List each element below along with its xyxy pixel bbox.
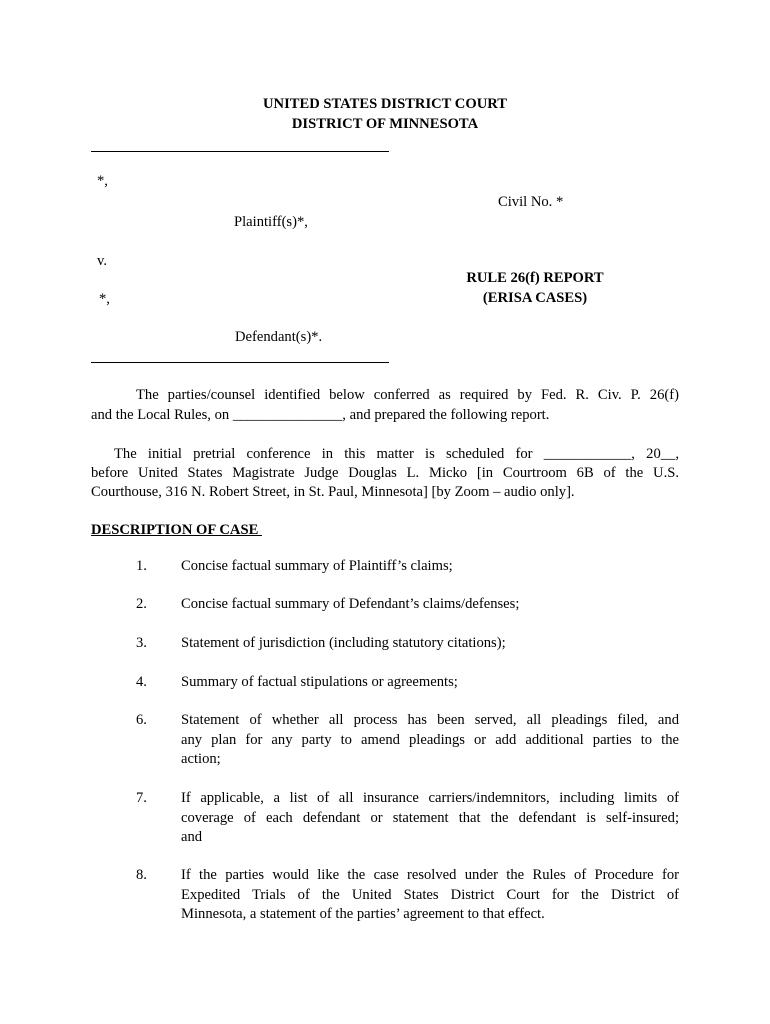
item-number: 6. [136, 712, 147, 728]
item-text: Concise factual summary of Plaintiff’s claims; [181, 558, 453, 574]
conference-line: The initial pretrial conference in this matter is scheduled for ____________, 20__, [114, 446, 679, 462]
item-number: 8. [136, 867, 147, 883]
caption-bottom-rule [91, 362, 389, 363]
item-number: 1. [136, 558, 147, 574]
caption-top-rule [91, 151, 389, 152]
intro-line: The parties/counsel identified below conferred as required by Fed. R. Civ. P. 26(f) [136, 387, 679, 403]
report-title [430, 268, 640, 308]
item-number: 3. [136, 635, 147, 651]
item-text: If the parties would like the case resolved under the Rules of Procedure for Expedited Trials of the United States District Court for the District of Minnesota, a statement of the parties’ agreement to that effect. [181, 867, 679, 922]
item-number: 7. [136, 790, 147, 806]
item-text: Statement of jurisdiction (including statutory citations); [181, 635, 506, 651]
item-text: Summary of factual stipulations or agreements; [181, 674, 458, 690]
court-title [0, 94, 770, 134]
conference-paragraph [91, 445, 679, 502]
conference-line: before United States Magistrate Judge Douglas L. Micko [in Courtroom 6B of the U.S. [91, 465, 679, 481]
section-heading: DESCRIPTION OF CASE [91, 522, 262, 538]
item-text: If applicable, a list of all insurance carriers/indemnitors, including limits of coverage of each defendant or statement that the defendant is self-insured; and [181, 790, 679, 845]
civil-number: Civil No. * [498, 194, 564, 210]
report-title-line2: (ERISA CASES) [482, 290, 588, 306]
versus-label: v. [97, 253, 107, 269]
court-district: DISTRICT OF MINNESOTA [291, 116, 479, 132]
plaintiff-name: *, [97, 173, 108, 189]
intro-line: and the Local Rules, on _______________, and prepared the following report. [91, 407, 550, 423]
item-number: 4. [136, 674, 147, 690]
court-name: UNITED STATES DISTRICT COURT [262, 96, 507, 112]
item-text: Statement of whether all process has been served, all pleadings filed, and any plan for any party to amend pleadings or add additional parties to the action; [181, 712, 679, 767]
plaintiff-label: Plaintiff(s)*, [234, 214, 308, 230]
conference-line: Courthouse, 316 N. Robert Street, in St. Paul, Minnesota] [by Zoom – audio only]. [91, 484, 575, 500]
item-number: 2. [136, 596, 147, 612]
defendant-name: *, [99, 291, 110, 307]
report-title-line1: RULE 26(f) REPORT [466, 270, 604, 286]
defendant-label: Defendant(s)*. [235, 329, 323, 345]
intro-paragraph [91, 386, 679, 425]
item-text: Concise factual summary of Defendant’s claims/defenses; [181, 596, 520, 612]
